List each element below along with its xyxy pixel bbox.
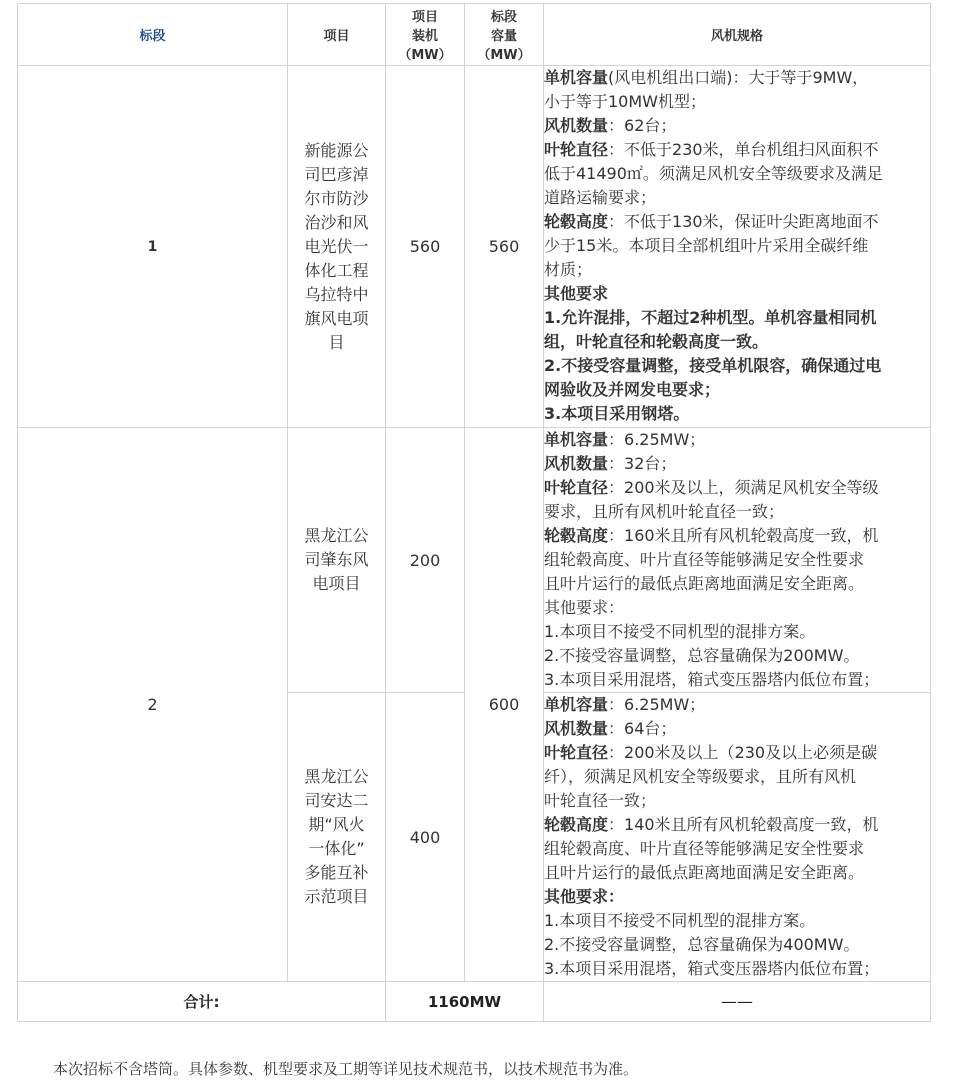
project-name-line: 体化工程: [304, 260, 369, 280]
spec-line: [544, 354, 930, 378]
spec-key: 1.允许混排，不超过2种机型。单机容量相同机: [544, 308, 877, 327]
header-line: 装机: [411, 29, 438, 44]
spec-line: [544, 500, 930, 524]
spec-text: 小于等于10MW机型；: [544, 92, 706, 111]
spec-line: [544, 186, 930, 210]
table-row: [18, 66, 931, 428]
spec-line: [544, 717, 930, 741]
spec-line: [544, 138, 930, 162]
spec-line: [544, 644, 930, 668]
spec-text: 低于41490㎡。须满足风机安全等级要求及满足: [544, 164, 883, 183]
project-name-line: 乌拉特中: [304, 284, 369, 304]
project-name-line: 旗风电项: [304, 308, 369, 328]
header-row: [18, 4, 931, 66]
segment-cell: 1: [18, 66, 288, 428]
project-name-line: 新能源公: [304, 140, 369, 160]
spec-line: [544, 428, 930, 452]
spec-text: 组轮毂高度、叶片直径等能够满足安全性要求: [544, 550, 865, 569]
spec-key: 单机容量: [544, 68, 609, 87]
spec-line: [544, 402, 930, 426]
spec-text: ：不低于230米，单台机组扫风面积不: [608, 140, 879, 159]
spec-text: ：200米及以上（230及以上必须是碳: [608, 743, 878, 762]
spec-line: [544, 909, 930, 933]
spec-text: 叶轮直径一致；: [544, 791, 657, 810]
project-capacity-cell: 560: [386, 66, 465, 428]
header-line: 项目: [411, 10, 438, 25]
spec-line: [544, 306, 930, 330]
spec-text: ：140米且所有风机轮毂高度一致，机: [608, 815, 879, 834]
project-name-line: 示范项目: [304, 887, 369, 906]
spec-text: ：6.25MW；: [608, 695, 706, 714]
spec-key: 2.不接受容量调整，接受单机限容，确保通过电: [544, 356, 882, 375]
spec-key: 单机容量: [544, 695, 609, 714]
project-name-line: 治沙和风: [304, 212, 369, 232]
spec-key: 3.本项目采用钢塔。: [544, 404, 690, 423]
spec-text: 要求，且所有风机叶轮直径一致；: [544, 502, 785, 521]
project-name-line: 司安达二: [304, 791, 369, 810]
spec-text: 纤），须满足风机安全等级要求，且所有风机: [544, 767, 857, 786]
spec-text: 且叶片运行的最低点距离地面满足安全距离。: [544, 863, 865, 882]
spec-text: 3.本项目采用混塔，箱式变压器塔内低位布置；: [544, 670, 880, 689]
spec-text: 道路运输要求；: [544, 188, 657, 207]
project-cell: [288, 66, 386, 428]
spec-text: 组轮毂高度、叶片直径等能够满足安全性要求: [544, 839, 865, 858]
spec-line: [544, 90, 930, 114]
spec-line: [544, 162, 930, 186]
spec-cell: [544, 428, 931, 693]
spec-text: 3.本项目采用混塔，箱式变压器塔内低位布置；: [544, 959, 880, 978]
project-name-line: 多能互补: [304, 863, 369, 882]
spec-line: [544, 620, 930, 644]
spec-key: 风机数量: [544, 116, 609, 135]
spec-key: 叶轮直径: [544, 478, 609, 497]
spec-key: 叶轮直径: [544, 140, 609, 159]
footnote: 本次招标不含塔筒。具体参数、机型要求及工期等详见技术规范书，以技术规范书为准。: [53, 1060, 639, 1078]
segment-capacity-cell: 560: [465, 66, 544, 428]
spec-line: [544, 693, 930, 717]
spec-key: 轮毂高度: [544, 526, 609, 545]
spec-line: [544, 933, 930, 957]
spec-text: 材质；: [544, 260, 593, 279]
spec-line: [544, 741, 930, 765]
spec-key: 轮毂高度: [544, 212, 609, 231]
header-line: （MW）: [398, 48, 452, 63]
spec-line: [544, 476, 930, 500]
spec-line: [544, 330, 930, 354]
spec-line: [544, 668, 930, 692]
spec-line: [544, 452, 930, 476]
spec-line: [544, 572, 930, 596]
spec-key: 风机数量: [544, 719, 609, 738]
spec-key: 其他要求：: [544, 887, 625, 906]
project-name-line: 司肇东风: [304, 550, 369, 569]
spec-line: [544, 548, 930, 572]
spec-key: 组，叶轮直径和轮毂高度一致。: [544, 332, 769, 351]
header-segment-capacity: [465, 4, 544, 66]
spec-cell: [544, 693, 931, 982]
project-name-line: 电项目: [312, 574, 361, 593]
spec-line: [544, 861, 930, 885]
spec-line: [544, 378, 930, 402]
spec-line: [544, 765, 930, 789]
spec-line: [544, 885, 930, 909]
project-name-line: 期“风火: [308, 815, 365, 834]
total-value: 1160MW: [386, 982, 544, 1022]
spec-key: 单机容量: [544, 430, 609, 449]
wind-turbine-spec-table: [17, 3, 931, 1022]
spec-text: (风电机组出口端)：大于等于9MW，: [608, 68, 869, 87]
project-name-line: 一体化”: [308, 839, 365, 858]
spec-text: ：6.25MW；: [608, 430, 706, 449]
total-label: 合计:: [18, 982, 386, 1022]
spec-line: [544, 282, 930, 306]
header-line: 容量: [490, 29, 517, 44]
spec-line: [544, 66, 930, 90]
spec-line: [544, 210, 930, 234]
header-spec: 风机规格: [544, 4, 931, 66]
spec-key: 轮毂高度: [544, 815, 609, 834]
spec-cell: [544, 66, 931, 428]
header-project-capacity: [386, 4, 465, 66]
spec-line: [544, 957, 930, 981]
spec-line: [544, 789, 930, 813]
spec-line: [544, 524, 930, 548]
spec-key: 其他要求: [544, 284, 609, 303]
spec-text: 少于15米。本项目全部机组叶片采用全碳纤维: [544, 236, 869, 255]
table-row: [18, 428, 931, 693]
spec-line: [544, 114, 930, 138]
spec-text: ：200米及以上，须满足风机安全等级: [608, 478, 879, 497]
header-segment: 标段: [18, 4, 288, 66]
segment-cell: 2: [18, 428, 288, 982]
spec-text: ：64台；: [608, 719, 677, 738]
spec-key: 叶轮直径: [544, 743, 609, 762]
project-cell: [288, 428, 386, 693]
spec-text: 1.本项目不接受不同机型的混排方案。: [544, 911, 816, 930]
project-capacity-cell: 400: [386, 693, 465, 982]
spec-text: ：不低于130米，保证叶尖距离地面不: [608, 212, 879, 231]
header-project: 项目: [288, 4, 386, 66]
project-cell: [288, 693, 386, 982]
total-row: [18, 982, 931, 1022]
header-line: （MW）: [477, 48, 531, 63]
segment-capacity-cell: 600: [465, 428, 544, 982]
spec-text: 2.不接受容量调整，总容量确保为200MW。: [544, 646, 860, 665]
spec-text: ：160米且所有风机轮毂高度一致，机: [608, 526, 879, 545]
spec-text: ：32台；: [608, 454, 677, 473]
total-dash: ——: [544, 982, 931, 1022]
header-line: 标段: [490, 10, 517, 25]
project-name-line: 司巴彦淖: [304, 164, 369, 184]
spec-line: [544, 813, 930, 837]
project-name-line: 目: [328, 332, 345, 352]
spec-text: 1.本项目不接受不同机型的混排方案。: [544, 622, 816, 641]
project-name-line: 黑龙江公: [304, 526, 369, 545]
spec-key: 风机数量: [544, 454, 609, 473]
project-name-line: 尔市防沙: [304, 188, 369, 208]
spec-text: 且叶片运行的最低点距离地面满足安全距离。: [544, 574, 865, 593]
spec-line: [544, 234, 930, 258]
project-name-line: 电光伏一: [304, 236, 369, 256]
spec-line: [544, 596, 930, 620]
project-capacity-cell: 200: [386, 428, 465, 693]
project-name-line: 黑龙江公: [304, 767, 369, 786]
spec-text: 其他要求：: [544, 598, 625, 617]
spec-key: 网验收及并网发电要求；: [544, 380, 721, 399]
spec-text: ：62台；: [608, 116, 677, 135]
spec-line: [544, 837, 930, 861]
spec-text: 2.不接受容量调整，总容量确保为400MW。: [544, 935, 860, 954]
spec-line: [544, 258, 930, 282]
